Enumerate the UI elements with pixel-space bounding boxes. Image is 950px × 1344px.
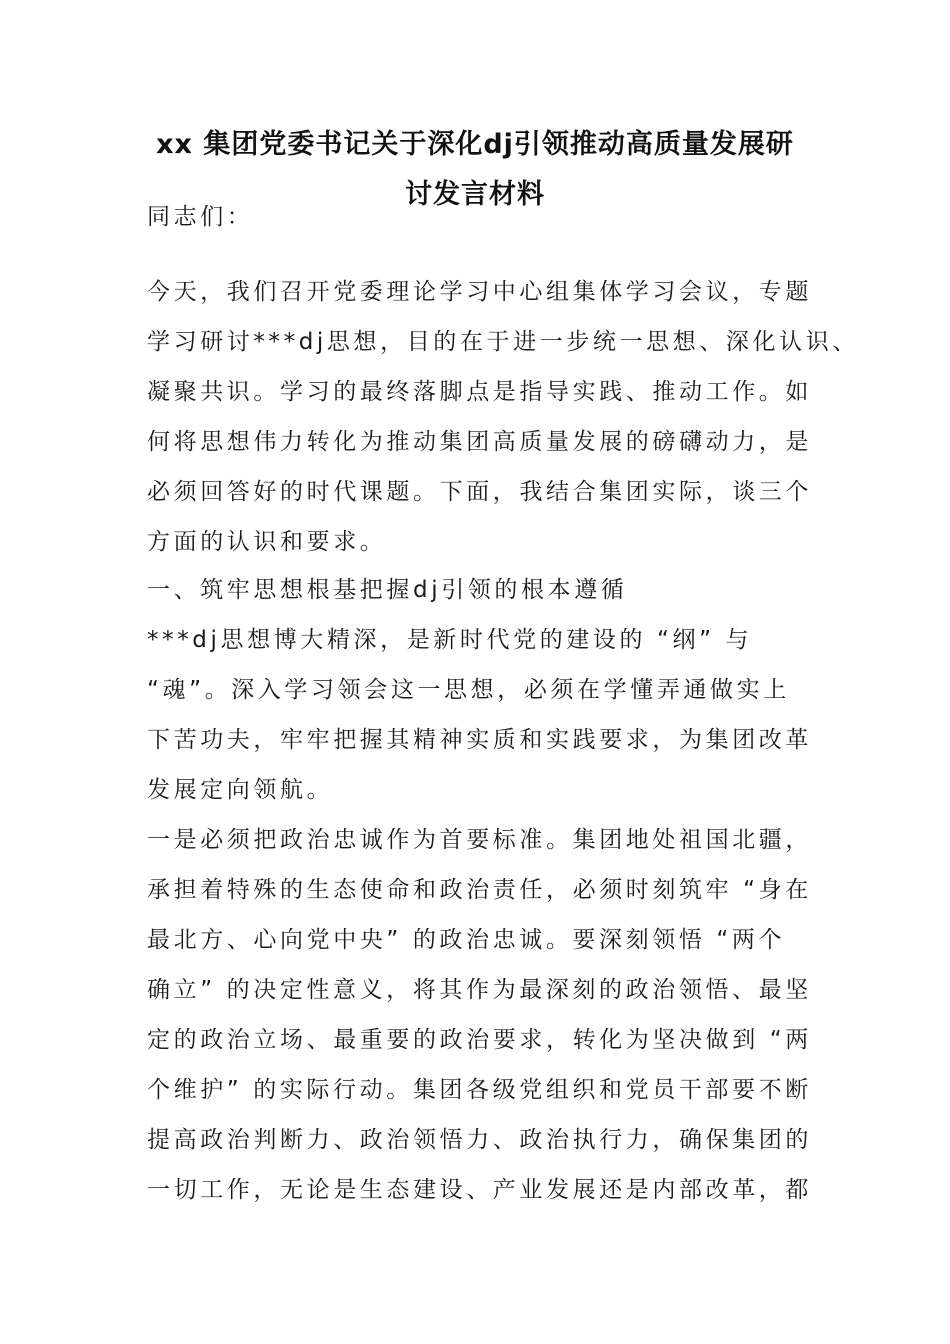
body-line: 何将思想伟力转化为推动集团高质量发展的磅礴动力，是 <box>147 429 812 455</box>
body-line: 今天，我们召开党委理论学习中心组集体学习会议，专题 <box>147 279 812 305</box>
document-title-line-1: xx 集团党委书记关于深化dj引领推动高质量发展研 <box>156 129 794 160</box>
body-line: ***dj思想博大精深，是新时代党的建设的 “纲” 与 <box>147 627 753 653</box>
body-line: 个维护” 的实际行动。集团各级党组织和党员干部要不断 <box>147 1077 812 1103</box>
body-line: 定的政治立场、最重要的政治要求，转化为坚决做到 “两 <box>147 1027 812 1053</box>
body-line: “魂”。深入学习领会这一思想，必须在学懂弄通做实上 <box>147 677 790 703</box>
body-line: 下苦功夫，牢牢把握其精神实质和实践要求，为集团改革 <box>147 727 812 753</box>
section-heading: 一、筑牢思想根基把握dj引领的根本遵循 <box>147 577 628 603</box>
body-line: 提高政治判断力、政治领悟力、政治执行力，确保集团的 <box>147 1127 812 1153</box>
body-line: 一是必须把政治忠诚作为首要标准。集团地处祖国北疆， <box>147 827 812 853</box>
body-line: 一切工作，无论是生态建设、产业发展还是内部改革，都 <box>147 1177 812 1203</box>
body-line: 方面的认识和要求。 <box>147 529 387 555</box>
body-line: 发展定向领航。 <box>147 777 334 803</box>
body-line: 凝聚共识。学习的最终落脚点是指导实践、推动工作。如 <box>147 379 812 405</box>
body-line: 最北方、心向党中央” 的政治忠诚。要深刻领悟 “两个 <box>147 927 786 953</box>
body-line: 确立” 的决定性意义，将其作为最深刻的政治领悟、最坚 <box>147 977 812 1003</box>
body-line: 学习研讨***dj思想，目的在于进一步统一思想、深化认识、 <box>147 329 859 355</box>
salutation: 同志们： <box>147 204 254 230</box>
document-title-line-2: 讨发言材料 <box>405 179 545 210</box>
body-line: 必须回答好的时代课题。下面，我结合集团实际，谈三个 <box>147 479 812 505</box>
body-line: 承担着特殊的生态使命和政治责任，必须时刻筑牢 “身在 <box>147 877 812 903</box>
